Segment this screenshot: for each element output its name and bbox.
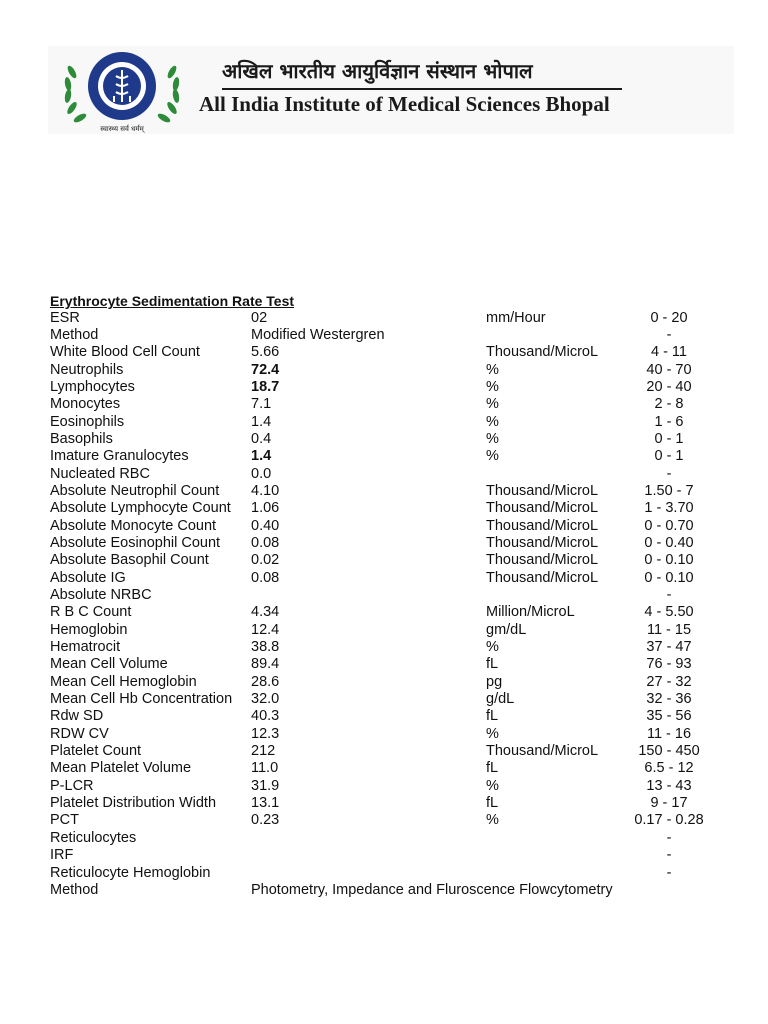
table-row bbox=[0, 847, 768, 864]
table-row bbox=[0, 535, 768, 552]
reference-range: 35 - 56 bbox=[646, 708, 692, 725]
test-value: 0.4 bbox=[251, 430, 272, 447]
test-unit: fL bbox=[486, 760, 499, 777]
test-name: Monocytes bbox=[50, 396, 121, 413]
reference-range: 32 - 36 bbox=[646, 691, 692, 708]
test-unit: % bbox=[486, 430, 499, 447]
reference-range: 27 - 32 bbox=[646, 673, 692, 690]
table-row bbox=[0, 708, 768, 725]
aiims-emblem-logo bbox=[58, 48, 186, 136]
reference-range: - bbox=[666, 587, 672, 603]
test-name: White Blood Cell Count bbox=[50, 344, 200, 361]
table-row bbox=[0, 466, 768, 483]
table-row bbox=[0, 362, 768, 379]
test-value: 0.08 bbox=[251, 569, 280, 586]
table-row bbox=[0, 812, 768, 829]
reference-range: - bbox=[666, 829, 672, 846]
test-name: Absolute Neutrophil Count bbox=[50, 482, 220, 499]
reference-range: 0 - 0.10 bbox=[644, 569, 694, 586]
test-value: 12.4 bbox=[251, 621, 280, 638]
test-name: P-LCR bbox=[50, 777, 94, 794]
table-row bbox=[0, 795, 768, 812]
test-value: Photometry, Impedance and Fluroscence Flowcytometry bbox=[251, 881, 613, 898]
test-unit: Thousand/MicroL bbox=[486, 569, 599, 586]
test-name: RDW CV bbox=[50, 725, 109, 742]
test-unit: Thousand/MicroL bbox=[486, 500, 599, 517]
test-value: 212 bbox=[251, 743, 276, 760]
table-row bbox=[0, 344, 768, 361]
test-value: 0.08 bbox=[251, 534, 280, 551]
test-name: Mean Platelet Volume bbox=[50, 760, 192, 777]
table-row bbox=[0, 448, 768, 465]
reference-range: 1.50 - 7 bbox=[644, 482, 694, 499]
test-unit: % bbox=[486, 812, 499, 829]
test-unit: Thousand/MicroL bbox=[486, 344, 599, 361]
test-value: 32.0 bbox=[251, 691, 280, 708]
table-row bbox=[0, 622, 768, 639]
test-name: Mean Cell Volume bbox=[50, 656, 168, 673]
reference-range: 9 - 17 bbox=[650, 795, 688, 812]
reference-range: 11 - 15 bbox=[646, 621, 692, 638]
table-row bbox=[0, 552, 768, 569]
test-name: Mean Cell Hemoglobin bbox=[50, 673, 197, 690]
test-unit: % bbox=[486, 378, 499, 395]
test-value: 1.4 bbox=[251, 448, 272, 465]
test-value: 7.1 bbox=[251, 396, 272, 413]
test-value: 0.0 bbox=[251, 465, 272, 482]
table-row bbox=[0, 674, 768, 691]
test-value: 12.3 bbox=[251, 725, 280, 742]
test-name: Nucleated RBC bbox=[50, 465, 150, 482]
test-unit: % bbox=[486, 413, 499, 430]
test-unit: fL bbox=[486, 708, 499, 725]
test-name: Method bbox=[50, 881, 99, 898]
test-unit: g/dL bbox=[486, 691, 515, 708]
test-name: Absolute Basophil Count bbox=[50, 552, 209, 569]
table-row bbox=[0, 691, 768, 708]
test-unit: fL bbox=[486, 795, 499, 812]
reference-range: 4 - 5.50 bbox=[644, 604, 694, 621]
test-value: 28.6 bbox=[251, 673, 280, 690]
table-row bbox=[0, 587, 768, 604]
test-name: Platelet Distribution Width bbox=[50, 795, 217, 812]
test-value: 18.7 bbox=[251, 378, 280, 395]
reference-range: 2 - 8 bbox=[654, 396, 684, 413]
test-unit: Million/MicroL bbox=[486, 604, 575, 621]
reference-range: 0 - 1 bbox=[654, 448, 684, 465]
test-value: 72.4 bbox=[251, 361, 280, 378]
results-table bbox=[0, 310, 768, 900]
table-row bbox=[0, 483, 768, 500]
test-unit: gm/dL bbox=[486, 621, 527, 638]
test-unit: fL bbox=[486, 656, 499, 673]
test-name: ESR bbox=[50, 309, 80, 326]
reference-range: 0 - 0.40 bbox=[644, 534, 694, 551]
reference-range: 0 - 1 bbox=[654, 430, 684, 447]
test-name: Mean Cell Hb Concentration bbox=[50, 691, 233, 708]
table-row bbox=[0, 830, 768, 847]
test-value: 0.40 bbox=[251, 517, 280, 534]
header-divider bbox=[222, 88, 622, 90]
table-row bbox=[0, 518, 768, 535]
table-row bbox=[0, 639, 768, 656]
table-row bbox=[0, 396, 768, 413]
test-value: 02 bbox=[251, 309, 268, 326]
test-value: 4.10 bbox=[251, 482, 280, 499]
table-row bbox=[0, 743, 768, 760]
test-name: Lymphocytes bbox=[50, 378, 135, 395]
reference-range: 76 - 93 bbox=[646, 656, 692, 673]
test-value: 40.3 bbox=[251, 708, 280, 725]
laurel-right-icon bbox=[156, 64, 180, 124]
test-unit: % bbox=[486, 361, 499, 378]
test-unit: Thousand/MicroL bbox=[486, 517, 599, 534]
reference-range: 1 - 6 bbox=[654, 413, 684, 430]
test-name: Absolute IG bbox=[50, 569, 126, 586]
test-name: PCT bbox=[50, 812, 79, 829]
test-name: R B C Count bbox=[50, 604, 132, 621]
reference-range: 40 - 70 bbox=[646, 361, 692, 378]
test-name: Absolute NRBC bbox=[50, 587, 152, 603]
reference-range: 0 - 20 bbox=[650, 309, 688, 326]
test-unit: Thousand/MicroL bbox=[486, 534, 599, 551]
test-value: 4.34 bbox=[251, 604, 280, 621]
table-row bbox=[0, 431, 768, 448]
test-name: Eosinophils bbox=[50, 413, 125, 430]
test-value: 1.4 bbox=[251, 413, 272, 430]
test-unit: mm/Hour bbox=[486, 309, 546, 326]
test-value: 0.02 bbox=[251, 552, 280, 569]
test-value: 5.66 bbox=[251, 344, 280, 361]
test-unit: Thousand/MicroL bbox=[486, 743, 599, 760]
test-unit: Thousand/MicroL bbox=[486, 552, 599, 569]
test-value: 13.1 bbox=[251, 795, 280, 812]
emblem-motto: स्वास्थ्य सर्व धर्मम् bbox=[100, 125, 144, 133]
test-name: Imature Granulocytes bbox=[50, 448, 189, 465]
reference-range: - bbox=[666, 864, 672, 881]
test-unit: % bbox=[486, 396, 499, 413]
table-row bbox=[0, 500, 768, 517]
test-name: Reticulocytes bbox=[50, 829, 137, 846]
test-name: Hematrocit bbox=[50, 639, 121, 656]
table-row bbox=[0, 310, 768, 327]
test-value: 89.4 bbox=[251, 656, 280, 673]
test-name: IRF bbox=[50, 847, 74, 864]
table-row bbox=[0, 414, 768, 431]
test-name: Absolute Lymphocyte Count bbox=[50, 500, 231, 517]
reference-range: 0 - 0.10 bbox=[644, 552, 694, 569]
test-name: Neutrophils bbox=[50, 361, 124, 378]
test-name: Absolute Eosinophil Count bbox=[50, 534, 221, 551]
test-unit: % bbox=[486, 725, 499, 742]
institute-name-english: All India Institute of Medical Sciences Bhopal bbox=[199, 92, 610, 116]
test-value: 0.23 bbox=[251, 812, 280, 829]
test-name: Absolute Monocyte Count bbox=[50, 517, 217, 534]
test-unit: % bbox=[486, 639, 499, 656]
test-value: 31.9 bbox=[251, 777, 280, 794]
table-row bbox=[0, 379, 768, 396]
test-value: Modified Westergren bbox=[251, 326, 385, 343]
test-unit: % bbox=[486, 448, 499, 465]
test-value: 1.06 bbox=[251, 500, 280, 517]
test-unit: pg bbox=[486, 673, 503, 690]
table-row bbox=[0, 327, 768, 344]
test-value: 38.8 bbox=[251, 639, 280, 656]
laurel-left-icon bbox=[64, 64, 88, 124]
test-name: Hemoglobin bbox=[50, 621, 128, 638]
institute-name-hindi: अखिल भारतीय आयुर्विज्ञान संस्थान भोपाल bbox=[222, 59, 533, 83]
table-row bbox=[0, 570, 768, 587]
table-row bbox=[0, 656, 768, 673]
reference-range: 150 - 450 bbox=[638, 743, 700, 760]
table-row bbox=[0, 604, 768, 621]
reference-range: 4 - 11 bbox=[650, 344, 687, 361]
test-value: 11.0 bbox=[251, 760, 279, 777]
reference-range: 0.17 - 0.28 bbox=[634, 812, 704, 829]
table-row bbox=[0, 760, 768, 777]
reference-range: - bbox=[666, 847, 672, 864]
section-title: Erythrocyte Sedimentation Rate Test bbox=[50, 293, 295, 309]
test-unit: % bbox=[486, 777, 499, 794]
test-name: Rdw SD bbox=[50, 708, 104, 725]
reference-range: 37 - 47 bbox=[646, 639, 692, 656]
test-unit: Thousand/MicroL bbox=[486, 482, 599, 499]
reference-range: 6.5 - 12 bbox=[644, 760, 694, 777]
test-name: Platelet Count bbox=[50, 743, 142, 760]
reference-range: 0 - 0.70 bbox=[644, 517, 694, 534]
test-name: Method bbox=[50, 326, 99, 343]
table-row bbox=[0, 882, 768, 899]
table-row bbox=[0, 778, 768, 795]
reference-range: 11 - 16 bbox=[646, 725, 692, 742]
test-name: Reticulocyte Hemoglobin bbox=[50, 864, 211, 881]
reference-range: - bbox=[666, 326, 672, 343]
table-row bbox=[0, 726, 768, 743]
reference-range: 1 - 3.70 bbox=[644, 500, 694, 517]
reference-range: - bbox=[666, 465, 672, 482]
reference-range: 13 - 43 bbox=[646, 777, 692, 794]
table-row bbox=[0, 865, 768, 882]
reference-range: 20 - 40 bbox=[646, 378, 692, 395]
test-name: Basophils bbox=[50, 430, 113, 447]
